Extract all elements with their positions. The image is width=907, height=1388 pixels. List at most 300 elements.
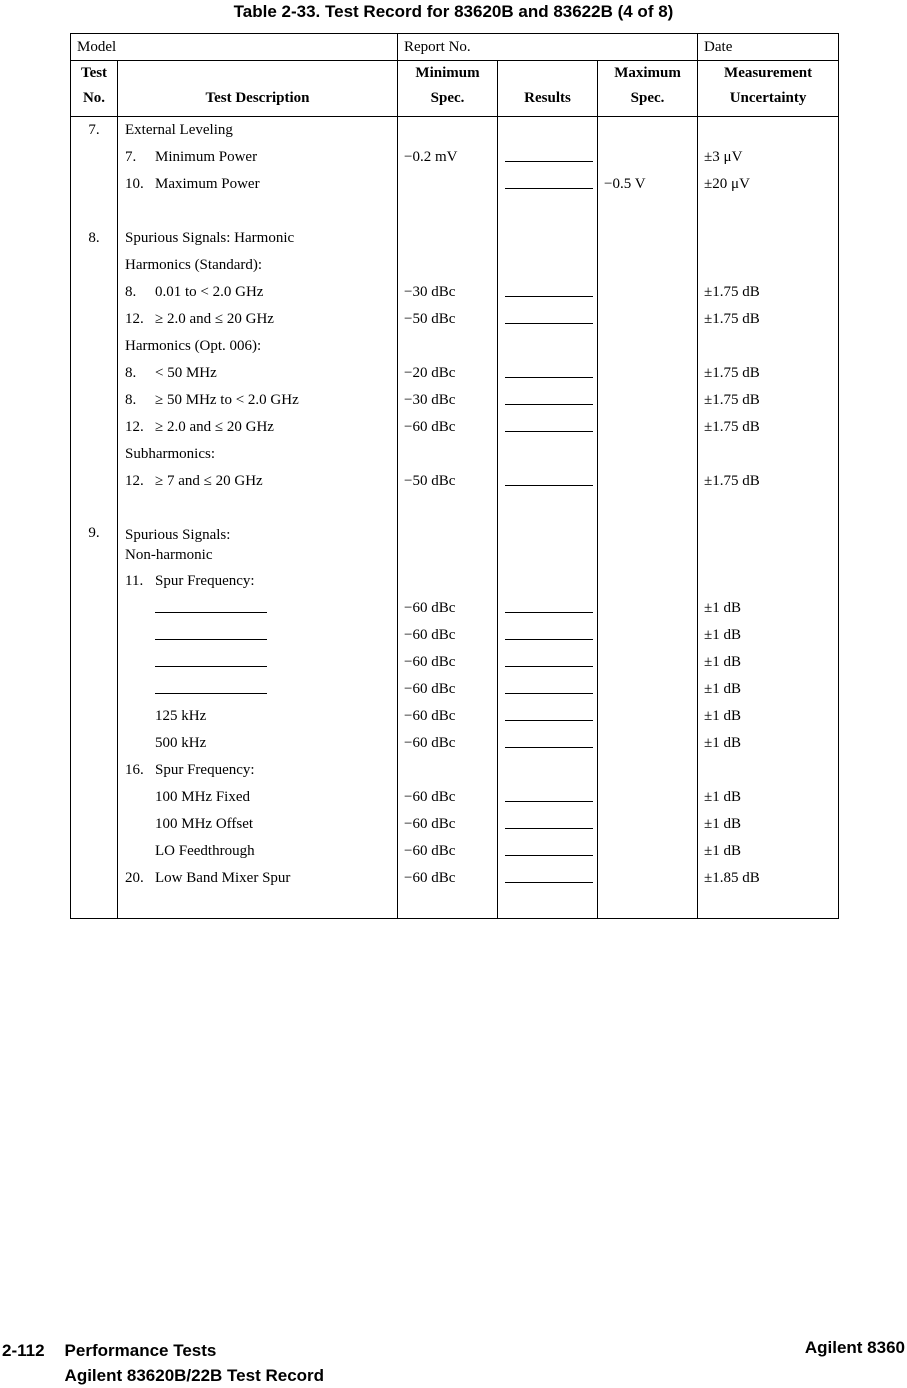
minimum-spec-cell [398,144,498,171]
minimum-spec: −60 dBc [404,842,456,859]
maximum-spec-cell [598,703,698,730]
item-number: 12. [125,418,144,435]
description-cell [118,811,398,838]
results-cell [498,495,598,522]
table-row [71,838,839,865]
results-blank-line [505,148,593,162]
table-row [71,117,839,144]
maximum-spec-cell [598,306,698,333]
minimum-spec-cell [398,441,498,468]
test-no-cell [71,306,118,333]
results-blank-line [505,815,593,829]
maximum-spec-cell [598,441,698,468]
column-header-row [71,61,839,117]
uncertainty-cell [698,838,839,865]
footer-section: Performance Tests [64,1341,217,1360]
results-cell [498,865,598,892]
results-cell [498,333,598,360]
test-no: 7. [88,121,100,138]
item-number: 11. [125,572,144,589]
minimum-spec-cell [398,333,498,360]
minimum-spec: −50 dBc [404,472,456,489]
page-footer [0,1338,907,1388]
results-cell [498,198,598,225]
uncertainty-cell [698,703,839,730]
maximum-spec-cell [598,171,698,198]
test-no-cell [71,198,118,225]
minimum-spec-cell [398,171,498,198]
test-no-cell [71,441,118,468]
description-cell [118,676,398,703]
results-blank-line [505,364,593,378]
table-row [71,171,839,198]
col-results-label: Results [524,90,571,106]
table-row [71,360,839,387]
measurement-uncertainty: ±1 dB [704,815,742,832]
description-cell [118,441,398,468]
uncertainty-cell [698,198,839,225]
minimum-spec: −50 dBc [404,310,456,327]
description-cell [118,225,398,252]
uncertainty-cell [698,360,839,387]
minimum-spec: −30 dBc [404,283,456,300]
maximum-spec-cell [598,622,698,649]
results-cell [498,441,598,468]
description-cell [118,757,398,784]
uncertainty-cell [698,865,839,892]
minimum-spec-cell [398,703,498,730]
item-number: 8. [125,391,137,408]
table-row [71,703,839,730]
footer-subsection: Agilent 83620B/22B Test Record [64,1366,325,1385]
measurement-uncertainty: ±3 μV [704,148,743,165]
results-cell [498,595,598,622]
description-text: 100 MHz Offset [155,815,254,832]
description-cell [118,595,398,622]
description-text: Spur Frequency: [155,572,255,589]
test-no-cell [71,225,118,252]
maximum-spec-cell [598,495,698,522]
minimum-spec-cell [398,279,498,306]
maximum-spec-cell [598,811,698,838]
table-row [71,757,839,784]
measurement-uncertainty: ±1 dB [704,707,742,724]
results-cell [498,306,598,333]
minimum-spec-cell [398,387,498,414]
results-blank-line [505,734,593,748]
minimum-spec-cell [398,495,498,522]
description-cell [118,865,398,892]
description-cell [118,703,398,730]
maximum-spec-cell [598,117,698,144]
uncertainty-cell [698,892,839,919]
results-cell [498,171,598,198]
col-description [118,61,398,117]
info-row [71,34,839,61]
maximum-spec-cell [598,649,698,676]
col-uncertainty-line2: Uncertainty [729,90,807,106]
uncertainty-cell [698,441,839,468]
maximum-spec-cell [598,595,698,622]
test-no-cell [71,892,118,919]
results-cell [498,468,598,495]
measurement-uncertainty: ±1.75 dB [704,472,760,489]
table-row [71,144,839,171]
maximum-spec-cell [598,757,698,784]
description-cell [118,171,398,198]
results-blank-line [505,391,593,405]
report-no-field: Report No. [398,34,698,61]
description-text: Low Band Mixer Spur [155,869,291,886]
maximum-spec: −0.5 V [604,175,646,192]
results-cell [498,522,598,568]
minimum-spec-cell [398,225,498,252]
test-no-cell [71,117,118,144]
description-text: 500 kHz [155,734,207,751]
uncertainty-cell [698,144,839,171]
maximum-spec-cell [598,225,698,252]
description-cell [118,333,398,360]
date-field: Date [698,34,839,61]
table-body [71,117,839,919]
results-cell [498,387,598,414]
minimum-spec: −60 dBc [404,418,456,435]
col-test-no-line1: Test [80,65,108,81]
minimum-spec-cell [398,757,498,784]
description-cell [118,279,398,306]
minimum-spec-cell [398,568,498,595]
uncertainty-cell [698,757,839,784]
table-row [71,649,839,676]
blank-entry-line [155,599,267,613]
description-cell [118,495,398,522]
measurement-uncertainty: ±1.85 dB [704,869,760,886]
item-number: 8. [125,364,137,381]
results-cell [498,676,598,703]
uncertainty-cell [698,676,839,703]
minimum-spec-cell [398,117,498,144]
minimum-spec-cell [398,784,498,811]
description-text: ≥ 7 and ≤ 20 GHz [155,472,263,489]
col-maximum-spec [598,61,698,117]
table-row [71,730,839,757]
maximum-spec-cell [598,468,698,495]
uncertainty-cell [698,279,839,306]
test-no-cell [71,522,118,568]
minimum-spec-cell [398,360,498,387]
results-cell [498,622,598,649]
table-row [71,225,839,252]
description-text: ≥ 2.0 and ≤ 20 GHz [155,310,274,327]
minimum-spec: −0.2 mV [404,148,458,165]
table-row [71,811,839,838]
results-cell [498,838,598,865]
test-no-cell [71,703,118,730]
uncertainty-cell [698,495,839,522]
measurement-uncertainty: ±1.75 dB [704,283,760,300]
results-blank-line [505,175,593,189]
results-blank-line [505,472,593,486]
minimum-spec: −60 dBc [404,653,456,670]
description-text: ≥ 2.0 and ≤ 20 GHz [155,418,274,435]
item-number: 8. [125,283,137,300]
uncertainty-cell [698,414,839,441]
description-text: Harmonics (Opt. 006): [125,337,262,354]
test-no-cell [71,757,118,784]
results-cell [498,649,598,676]
maximum-spec-cell [598,360,698,387]
description-text: Spurious Signals: [125,526,231,543]
table-row [71,676,839,703]
description-text: Maximum Power [155,175,260,192]
measurement-uncertainty: ±1.75 dB [704,391,760,408]
description-cell [118,622,398,649]
minimum-spec-cell [398,306,498,333]
uncertainty-cell [698,622,839,649]
minimum-spec: −60 dBc [404,707,456,724]
col-minimum-line1: Minimum [415,65,480,81]
description-text: LO Feedthrough [155,842,255,859]
description-cell [118,838,398,865]
description-cell [118,730,398,757]
uncertainty-cell [698,811,839,838]
table-row [71,279,839,306]
minimum-spec-cell [398,676,498,703]
table-row [71,441,839,468]
description-cell [118,144,398,171]
test-no-cell [71,144,118,171]
description-text: ≥ 50 MHz to < 2.0 GHz [155,391,299,408]
item-number: 20. [125,869,144,886]
blank-entry-line [155,653,267,667]
description-text: External Leveling [125,121,233,138]
table-row [71,784,839,811]
description-text: Harmonics (Standard): [125,256,263,273]
measurement-uncertainty: ±1 dB [704,734,742,751]
table-row [71,865,839,892]
description-text: < 50 MHz [155,364,217,381]
table-row [71,522,839,568]
col-uncertainty-line1: Measurement [724,65,813,81]
col-description-label: Test Description [205,90,310,106]
test-no-cell [71,595,118,622]
table-row [71,252,839,279]
results-blank-line [505,707,593,721]
results-cell [498,757,598,784]
description-cell [118,468,398,495]
minimum-spec: −60 dBc [404,599,456,616]
measurement-uncertainty: ±1.75 dB [704,364,760,381]
description-cell [118,306,398,333]
item-number: 16. [125,761,144,778]
table-row [71,414,839,441]
results-blank-line [505,842,593,856]
col-results [498,61,598,117]
model-field: Model [71,34,398,61]
description-cell [118,522,398,568]
item-number: 12. [125,472,144,489]
minimum-spec-cell [398,649,498,676]
maximum-spec-cell [598,838,698,865]
col-minimum-spec [398,61,498,117]
test-no-cell [71,649,118,676]
maximum-spec-cell [598,892,698,919]
test-no-cell [71,568,118,595]
results-blank-line [505,653,593,667]
test-no-cell [71,333,118,360]
minimum-spec-cell [398,595,498,622]
minimum-spec: −20 dBc [404,364,456,381]
maximum-spec-cell [598,414,698,441]
minimum-spec-cell [398,414,498,441]
results-blank-line [505,869,593,883]
uncertainty-cell [698,171,839,198]
test-no-cell [71,811,118,838]
uncertainty-cell [698,252,839,279]
measurement-uncertainty: ±1 dB [704,599,742,616]
description-text: Spur Frequency: [155,761,255,778]
item-number: 10. [125,175,144,192]
minimum-spec: −60 dBc [404,734,456,751]
measurement-uncertainty: ±1.75 dB [704,310,760,327]
minimum-spec-cell [398,730,498,757]
description-text: 125 kHz [155,707,207,724]
measurement-uncertainty: ±1 dB [704,626,742,643]
test-no-cell [71,414,118,441]
table-row [71,333,839,360]
minimum-spec: −60 dBc [404,626,456,643]
page-title: Table 2-33. Test Record for 83620B and 83622B (4 of 8) [233,2,674,21]
results-blank-line [505,788,593,802]
minimum-spec-cell [398,198,498,225]
description-text: Minimum Power [155,148,258,165]
description-cell [118,387,398,414]
minimum-spec-cell [398,468,498,495]
description-text: Spurious Signals: Harmonic [125,229,295,246]
maximum-spec-cell [598,676,698,703]
minimum-spec-cell [398,838,498,865]
description-cell [118,360,398,387]
measurement-uncertainty: ±1 dB [704,653,742,670]
footer-product: Agilent 8360 [804,1338,905,1357]
minimum-spec-cell [398,865,498,892]
test-no-cell [71,360,118,387]
maximum-spec-cell [598,568,698,595]
test-no-cell [71,387,118,414]
description-cell [118,414,398,441]
results-cell [498,252,598,279]
maximum-spec-cell [598,198,698,225]
test-no-cell [71,676,118,703]
maximum-spec-cell [598,333,698,360]
description-text: 100 MHz Fixed [155,788,250,805]
results-cell [498,811,598,838]
item-number: 12. [125,310,144,327]
test-no-cell [71,784,118,811]
description-text: Subharmonics: [125,445,215,462]
table-row [71,595,839,622]
blank-entry-line [155,680,267,694]
test-no-cell [71,495,118,522]
uncertainty-cell [698,595,839,622]
results-cell [498,144,598,171]
uncertainty-cell [698,730,839,757]
uncertainty-cell [698,117,839,144]
test-no-cell [71,838,118,865]
maximum-spec-cell [598,522,698,568]
test-no-cell [71,865,118,892]
col-test-no [71,61,118,117]
results-blank-line [505,310,593,324]
page-number: 2-112 [2,1341,45,1360]
maximum-spec-cell [598,387,698,414]
spacer-row [71,892,839,919]
description-cell [118,252,398,279]
description-cell [118,117,398,144]
test-no-cell [71,730,118,757]
results-blank-line [505,599,593,613]
results-cell [498,225,598,252]
uncertainty-cell [698,333,839,360]
col-minimum-line2: Spec. [430,90,465,106]
test-no-cell [71,171,118,198]
col-maximum-line1: Maximum [614,65,681,81]
results-blank-line [505,680,593,694]
test-no-cell [71,252,118,279]
results-cell [498,730,598,757]
test-no-cell [71,279,118,306]
uncertainty-cell [698,225,839,252]
results-cell [498,117,598,144]
table-row [71,306,839,333]
maximum-spec-cell [598,865,698,892]
minimum-spec-cell [398,252,498,279]
description-text: 0.01 to < 2.0 GHz [155,283,264,300]
results-blank-line [505,283,593,297]
description-text-line2: Non-harmonic [125,546,213,563]
test-no: 9. [88,524,100,541]
uncertainty-cell [698,306,839,333]
item-number: 7. [125,148,137,165]
description-cell [118,784,398,811]
maximum-spec-cell [598,730,698,757]
maximum-spec-cell [598,252,698,279]
table-row [71,622,839,649]
minimum-spec: −60 dBc [404,869,456,886]
minimum-spec-cell [398,622,498,649]
minimum-spec: −60 dBc [404,815,456,832]
uncertainty-cell [698,387,839,414]
uncertainty-cell [698,649,839,676]
measurement-uncertainty: ±20 μV [704,175,750,192]
description-cell [118,649,398,676]
col-maximum-line2: Spec. [630,90,665,106]
uncertainty-cell [698,784,839,811]
spacer-row [71,495,839,522]
table-row [71,468,839,495]
results-blank-line [505,418,593,432]
test-no-cell [71,622,118,649]
col-test-no-line2: No. [82,90,106,106]
results-cell [498,784,598,811]
minimum-spec-cell [398,892,498,919]
results-blank-line [505,626,593,640]
measurement-uncertainty: ±1 dB [704,680,742,697]
results-cell [498,892,598,919]
uncertainty-cell [698,522,839,568]
measurement-uncertainty: ±1 dB [704,842,742,859]
results-cell [498,568,598,595]
